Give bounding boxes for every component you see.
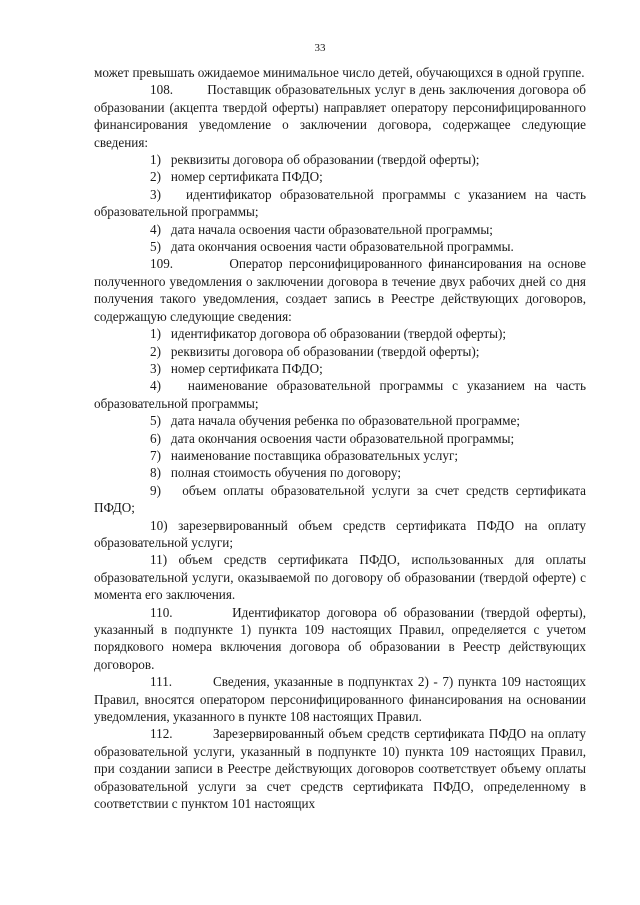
page-number: 33 [314,42,326,54]
numbered-paragraph: 111. Сведения, указанные в подпунктах 2) - 7) пункта 109 настоящих Правил, вносятся оператором персонифицированного финансирования на основании уведомления, указанного в пункте 108 настоящих Правил. [94,674,586,725]
list-item: 1) реквизиты договора об образовании (твердой оферты); [150,152,480,168]
list-item: 3) номер сертификата ПФДО; [150,360,323,376]
list-item: 10) зарезервированный объем средств сертификата ПФДО на оплату образовательной услуги; [94,517,586,550]
list-item: 1) идентификатор договора об образовании (твердой оферты); [150,326,506,342]
list-item: 2) номер сертификата ПФДО; [150,169,323,185]
list-item: 2) реквизиты договора об образовании (твердой оферты); [150,343,480,359]
list-item: 5) дата начала обучения ребенка по образовательной программе; [150,413,521,429]
list-item: 3) идентификатор образовательной программы с указанием на часть образовательной программы; [94,186,586,220]
list-item: 4) наименование образовательной программы с указанием на часть образовательной программы; [94,378,586,411]
list-item: 4) дата начала освоения части образовательной программы; [150,221,493,237]
list-item: 11) объем средств сертификата ПФДО, использованных для оплаты образовательной услуги, оказываемой по договору об образовании (твердой оферте) с момента его заключения. [94,552,586,603]
document-body [94,64,586,812]
paragraph-continuation: может превышать ожидаемое минимальное число детей, обучающихся в одной группе. [94,65,585,80]
list-item: 5) дата окончания освоения части образовательной программы. [150,239,514,255]
list-item: 8) полная стоимость обучения по договору; [150,465,402,481]
list-item: 6) дата окончания освоения части образовательной программы; [150,430,515,446]
numbered-paragraph: 110. Идентификатор договора об образовании (твердой оферты), указанный в подпункте 1) пункта 109 настоящих Правил, определяется с учетом порядкового номера включения договора об образовании в Реестр действующих договоров. [94,604,586,672]
list-item: 9) объем оплаты образовательной услуги за счет средств сертификата ПФДО; [94,482,586,516]
numbered-paragraph: 109. Оператор персонифицированного финансирования на основе полученного уведомления о заключении договора в течение двух рабочих дней со дня получения такого уведомления, создает запись в Реестре действующих договоров, содержащую следующие сведения: [94,256,586,324]
numbered-paragraph: 112. Зарезервированный объем средств сертификата ПФДО на оплату образовательной услуги, указанный в подпункте 10) пункта 109 настоящих Правил, при создании записи в Реестре действующих договоров соответствует объему оплаты образовательной услуги за счет средств сертификата ПФДО, определенному в соответствии с пунктом 101 настоящих [94,726,586,812]
numbered-paragraph: 108. Поставщик образовательных услуг в день заключения договора об образовании (акцепта твердой оферты) направляет оператору персонифицированного финансирования уведомление о заключении договора, содержащее следующие сведения: [94,82,586,150]
list-item: 7) наименование поставщика образовательных услуг; [150,447,459,463]
